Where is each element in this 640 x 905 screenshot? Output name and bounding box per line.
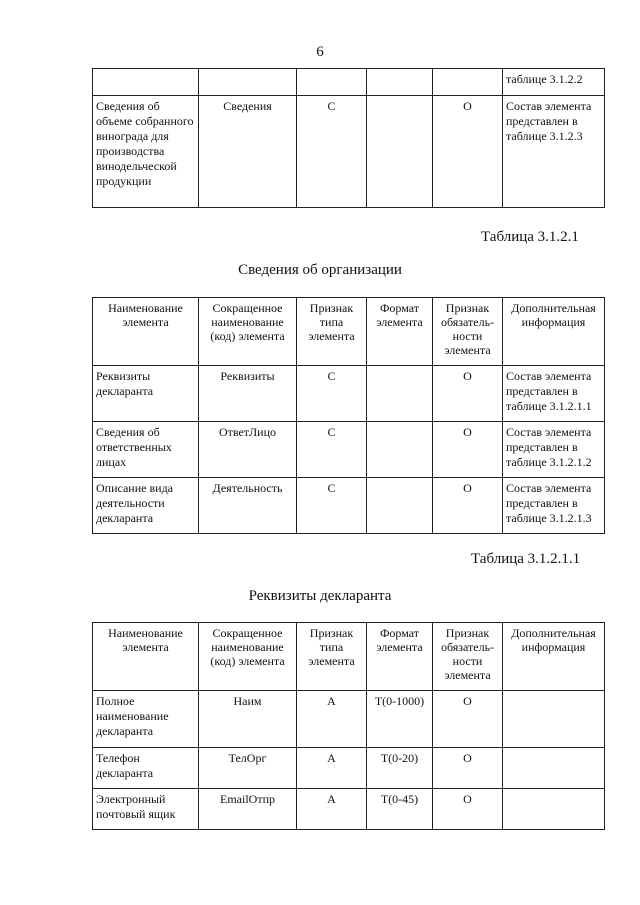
table-caption-1: Таблица 3.1.2.1 (481, 229, 579, 245)
cell-info: Состав элемента представлен в таблице 3.1.2.1.1 (503, 366, 605, 422)
cell-type: А (297, 691, 367, 748)
table-organization (92, 297, 605, 534)
table-header-row (93, 298, 605, 366)
cell-info: Состав элемента представлен в таблице 3.1.2.1.3 (503, 478, 605, 534)
cell-info: Состав элемента представлен в таблице 3.1.2.3 (503, 96, 605, 208)
cell-format (367, 96, 433, 208)
cell-type: С (297, 478, 367, 534)
cell-code: ОтветЛицо (199, 422, 297, 478)
table-caption-2: Таблица 3.1.2.1.1 (471, 551, 581, 567)
cell-type (297, 69, 367, 96)
cell-required: О (433, 366, 503, 422)
cell-code (199, 69, 297, 96)
cell-format (367, 69, 433, 96)
cell-required: О (433, 691, 503, 748)
cell-format (367, 478, 433, 534)
cell-info (503, 691, 605, 748)
table-header-row (93, 623, 605, 691)
cell-required: О (433, 478, 503, 534)
cell-format: Т(0-45) (367, 789, 433, 830)
header-required: Признак обязатель-ности элемента (433, 298, 503, 366)
header-code: Сокращенное наименование (код) элемента (199, 298, 297, 366)
cell-name: Описание вида деятельности декларанта (93, 478, 199, 534)
cell-info (503, 789, 605, 830)
table-row (93, 96, 605, 208)
cell-format: Т(0-20) (367, 748, 433, 789)
cell-code: ТелОрг (199, 748, 297, 789)
table-row (93, 789, 605, 830)
cell-required: О (433, 789, 503, 830)
cell-info: таблице 3.1.2.2 (503, 69, 605, 96)
header-format: Формат элемента (367, 623, 433, 691)
cell-name: Реквизиты декларанта (93, 366, 199, 422)
page-number: 6 (316, 44, 324, 60)
cell-name: Телефон декларанта (93, 748, 199, 789)
header-code: Сокращенное наименование (код) элемента (199, 623, 297, 691)
cell-code: Наим (199, 691, 297, 748)
cell-type: А (297, 789, 367, 830)
header-type: Признак типа элемента (297, 623, 367, 691)
table-row (93, 748, 605, 789)
cell-name: Электронный почтовый ящик (93, 789, 199, 830)
table-row (93, 69, 605, 96)
cell-type: С (297, 422, 367, 478)
cell-required: О (433, 96, 503, 208)
table-continuation (92, 68, 605, 208)
cell-name: Полное наименование декларанта (93, 691, 199, 748)
cell-type: А (297, 748, 367, 789)
header-type: Признак типа элемента (297, 298, 367, 366)
header-name: Наименование элемента (93, 623, 199, 691)
cell-name: Сведения об объеме собранного винограда для производства винодельческой продукции (93, 96, 199, 208)
table-row (93, 691, 605, 748)
table-title-2: Реквизиты декларанта (248, 588, 392, 604)
cell-name: Сведения об ответственных лицах (93, 422, 199, 478)
header-required: Признак обязатель-ности элемента (433, 623, 503, 691)
cell-format: Т(0-1000) (367, 691, 433, 748)
cell-code: Реквизиты (199, 366, 297, 422)
table-row (93, 478, 605, 534)
table-title-1: Сведения об организации (238, 262, 402, 278)
cell-required: О (433, 748, 503, 789)
cell-type: С (297, 96, 367, 208)
table-declarant (92, 622, 605, 830)
cell-info (503, 748, 605, 789)
cell-required: О (433, 422, 503, 478)
header-name: Наименование элемента (93, 298, 199, 366)
header-format: Формат элемента (367, 298, 433, 366)
cell-format (367, 366, 433, 422)
header-info: Дополнительная информация (503, 623, 605, 691)
header-info: Дополнительная информация (503, 298, 605, 366)
cell-format (367, 422, 433, 478)
cell-info: Состав элемента представлен в таблице 3.1.2.1.2 (503, 422, 605, 478)
cell-name (93, 69, 199, 96)
cell-code: EmailОтпр (199, 789, 297, 830)
cell-code: Сведения (199, 96, 297, 208)
table-row (93, 366, 605, 422)
table-row (93, 422, 605, 478)
cell-code: Деятельность (199, 478, 297, 534)
cell-required (433, 69, 503, 96)
cell-type: С (297, 366, 367, 422)
